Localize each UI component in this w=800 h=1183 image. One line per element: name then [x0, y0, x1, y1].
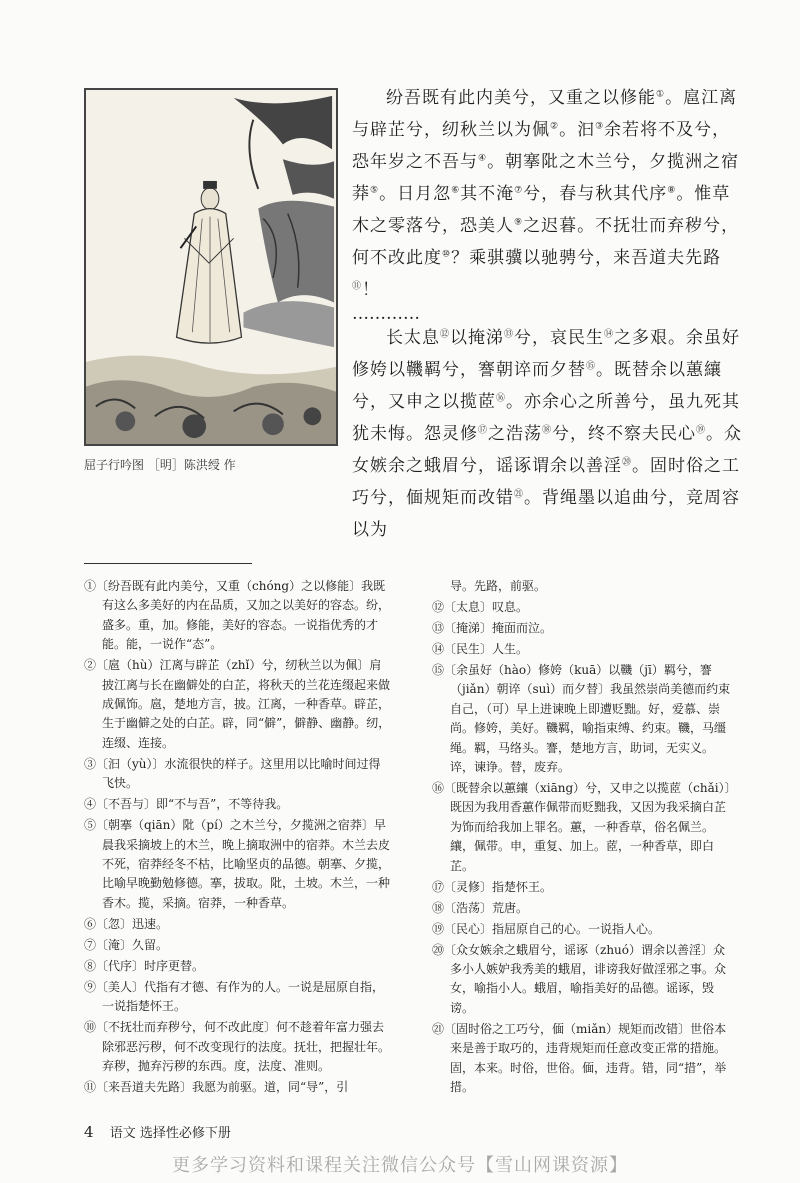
footnote: ⑬〔掩涕〕掩面而泣。 [432, 621, 553, 635]
footnote: ⑯〔既替余以蕙纕（xiāng）兮，又申之以揽茝（chǎi）〕既因为我用香蕙作佩带而贬黜我，又因为我采摘白芷为饰而给我加上罪名。蕙，一种香草，俗名佩兰。纕，佩带。申，重复、加上。茝，一种香草，即白芷。 [432, 781, 731, 873]
footnote-divider [84, 563, 252, 564]
watermark-footer: 更多学习资料和课程关注微信公众号【雪山网课资源】 [172, 1155, 628, 1176]
illustration-caption: 屈子行吟图 ［明］陈洪绶 作 [84, 458, 236, 472]
book-title: 语文 选择性必修下册 [109, 1126, 231, 1141]
footnote: ⑭〔民生〕人生。 [432, 642, 529, 656]
poem-stanza-2: 长太息⑫以掩涕⑬兮，哀民生⑭之多艰。余虽好修姱以鞿羁兮，謇朝谇而夕替⑮。既替余以蕙纕兮，又申之以揽茝⑯。亦余心之所善兮，虽九死其犹未悔。怨灵修⑰之浩荡⑱兮，终不察夫民心⑲。众女嫉余之蛾眉兮，谣诼谓余以善淫⑳。固时俗之工巧兮，偭规矩而改错$^㉑$。背绳墨以追曲兮，竞周容以为 [352, 328, 743, 540]
footnote: ②〔扈（hù）江离与辟芷（zhǐ）兮，纫秋兰以为佩〕肩披江离与长在幽僻处的白芷，将秋天的兰花连缀起来做成佩饰。扈，楚地方言，披。江离，一种香草。辟芷，生于幽僻之处的白芷。辟，同“僻”，僻静、幽静。纫，连缀、连接。 [84, 658, 391, 750]
footnote: ③〔汩（yù）〕水流很快的样子。这里用以比喻时间过得飞快。 [84, 756, 381, 791]
footnote: ⑪〔来吾道夫先路〕我愿为前驱。道，同“导”，引 [84, 1080, 349, 1095]
footnote: ⑲〔民心〕指屈原自己的心。一说指人心。 [432, 921, 661, 936]
footnote: ⑤〔朝搴（qiān）阰（pí）之木兰兮，夕揽洲之宿莽〕早晨我采摘坡上的木兰，晚上摘取洲中的宿莽。木兰去皮不死，宿莽经冬不枯，比喻坚贞的品德。朝搴、夕揽，比喻早晚勤勉修德。搴，拔取。阰，土坡。木兰，一种香木。揽，采摘。宿莽，一种香草。 [84, 818, 391, 910]
footnote: ⑳〔众女嫉余之蛾眉兮，谣诼（zhuó）谓余以善淫〕众多小人嫉妒我秀美的蛾眉，诽谤我好做淫邪之事。众女，喻指小人。蛾眉，喻指美好的品德。谣诼，毁谤。 [432, 942, 727, 1015]
painting-figure [86, 90, 336, 444]
poem-ellipsis: ………… [352, 304, 420, 324]
footnote: ⑧〔代序〕时序更替。 [84, 958, 205, 973]
notes-left-column [84, 577, 392, 1099]
footnote: ①〔纷吾既有此内美兮，又重（chóng）之以修能〕我既有这么多美好的内在品质，又加之以美好的容态。纷，盛多。重，加。修能，美好的容态。一说指优秀的才能。能，一说作“态”。 [84, 579, 391, 652]
footnote: ⑰〔灵修〕指楚怀王。 [432, 879, 553, 894]
footnote: ④〔不吾与〕即“不与吾”，不等待我。 [84, 797, 289, 812]
poem-text [352, 82, 748, 546]
footnote: ⑫〔太息〕叹息。 [432, 600, 529, 614]
footnote: ⑥〔忽〕迅速。 [84, 916, 169, 931]
footnote-continuation: 导。先路，前驱。 [450, 579, 547, 593]
footnote: ㉑〔固时俗之工巧兮，偭（miǎn）规矩而改错〕世俗本来是善于取巧的，违背规矩而任意改变正常的措施。固，本来。时俗，世俗。偭，违背。错，同“措”，举措。 [432, 1021, 727, 1095]
footnote: ⑨〔美人〕代指有才德、有作为的人。一说是屈原自指，一说指楚怀王。 [84, 979, 385, 1014]
page-folio [84, 1122, 231, 1141]
page-number: 4 [84, 1123, 94, 1141]
footnote: ⑦〔淹〕久留。 [84, 937, 169, 952]
footnote: ⑩〔不抚壮而弃秽兮，何不改此度〕何不趁着年富力强去除邪恶污秽，何不改变现行的法度。抚壮，把握壮年。弃秽，抛弃污秽的东西。度，法度、准则。 [84, 1020, 391, 1074]
footnote: ⑱〔浩荡〕荒唐。 [432, 900, 529, 915]
poem-stanza-1: 纷吾既有此内美兮，又重之以修能①。扈江离与辟芷兮，纫秋兰以为佩②。汩③余若将不及兮，恐年岁之不吾与④。朝搴阰之木兰兮，夕揽洲之宿莽⑤。日月忽⑥其不淹⑦兮，春与秋其代序⑧。惟草木之零落兮，恐美人⑨之迟暮。不抚壮而弃秽兮，何不改此度⑩？乘骐骥以驰骋兮，来吾道夫先路⑪！ [352, 88, 740, 300]
footnote: ⑮〔余虽好（hào）修姱（kuā）以鞿（jī）羁兮，謇（jiǎn）朝谇（suì）而夕替〕我虽然崇尚美德而约束自己，（可）早上进谏晚上即遭贬黜。好，爱慕、崇尚。修姱，美好。鞿羁，喻指束缚、约束。鞿，马缰绳。羁，马络头。謇，楚地方言，助词，无实义。谇，谏诤。替，废弃。 [432, 663, 731, 775]
illustration [84, 88, 338, 446]
notes-right-column [432, 577, 732, 1099]
